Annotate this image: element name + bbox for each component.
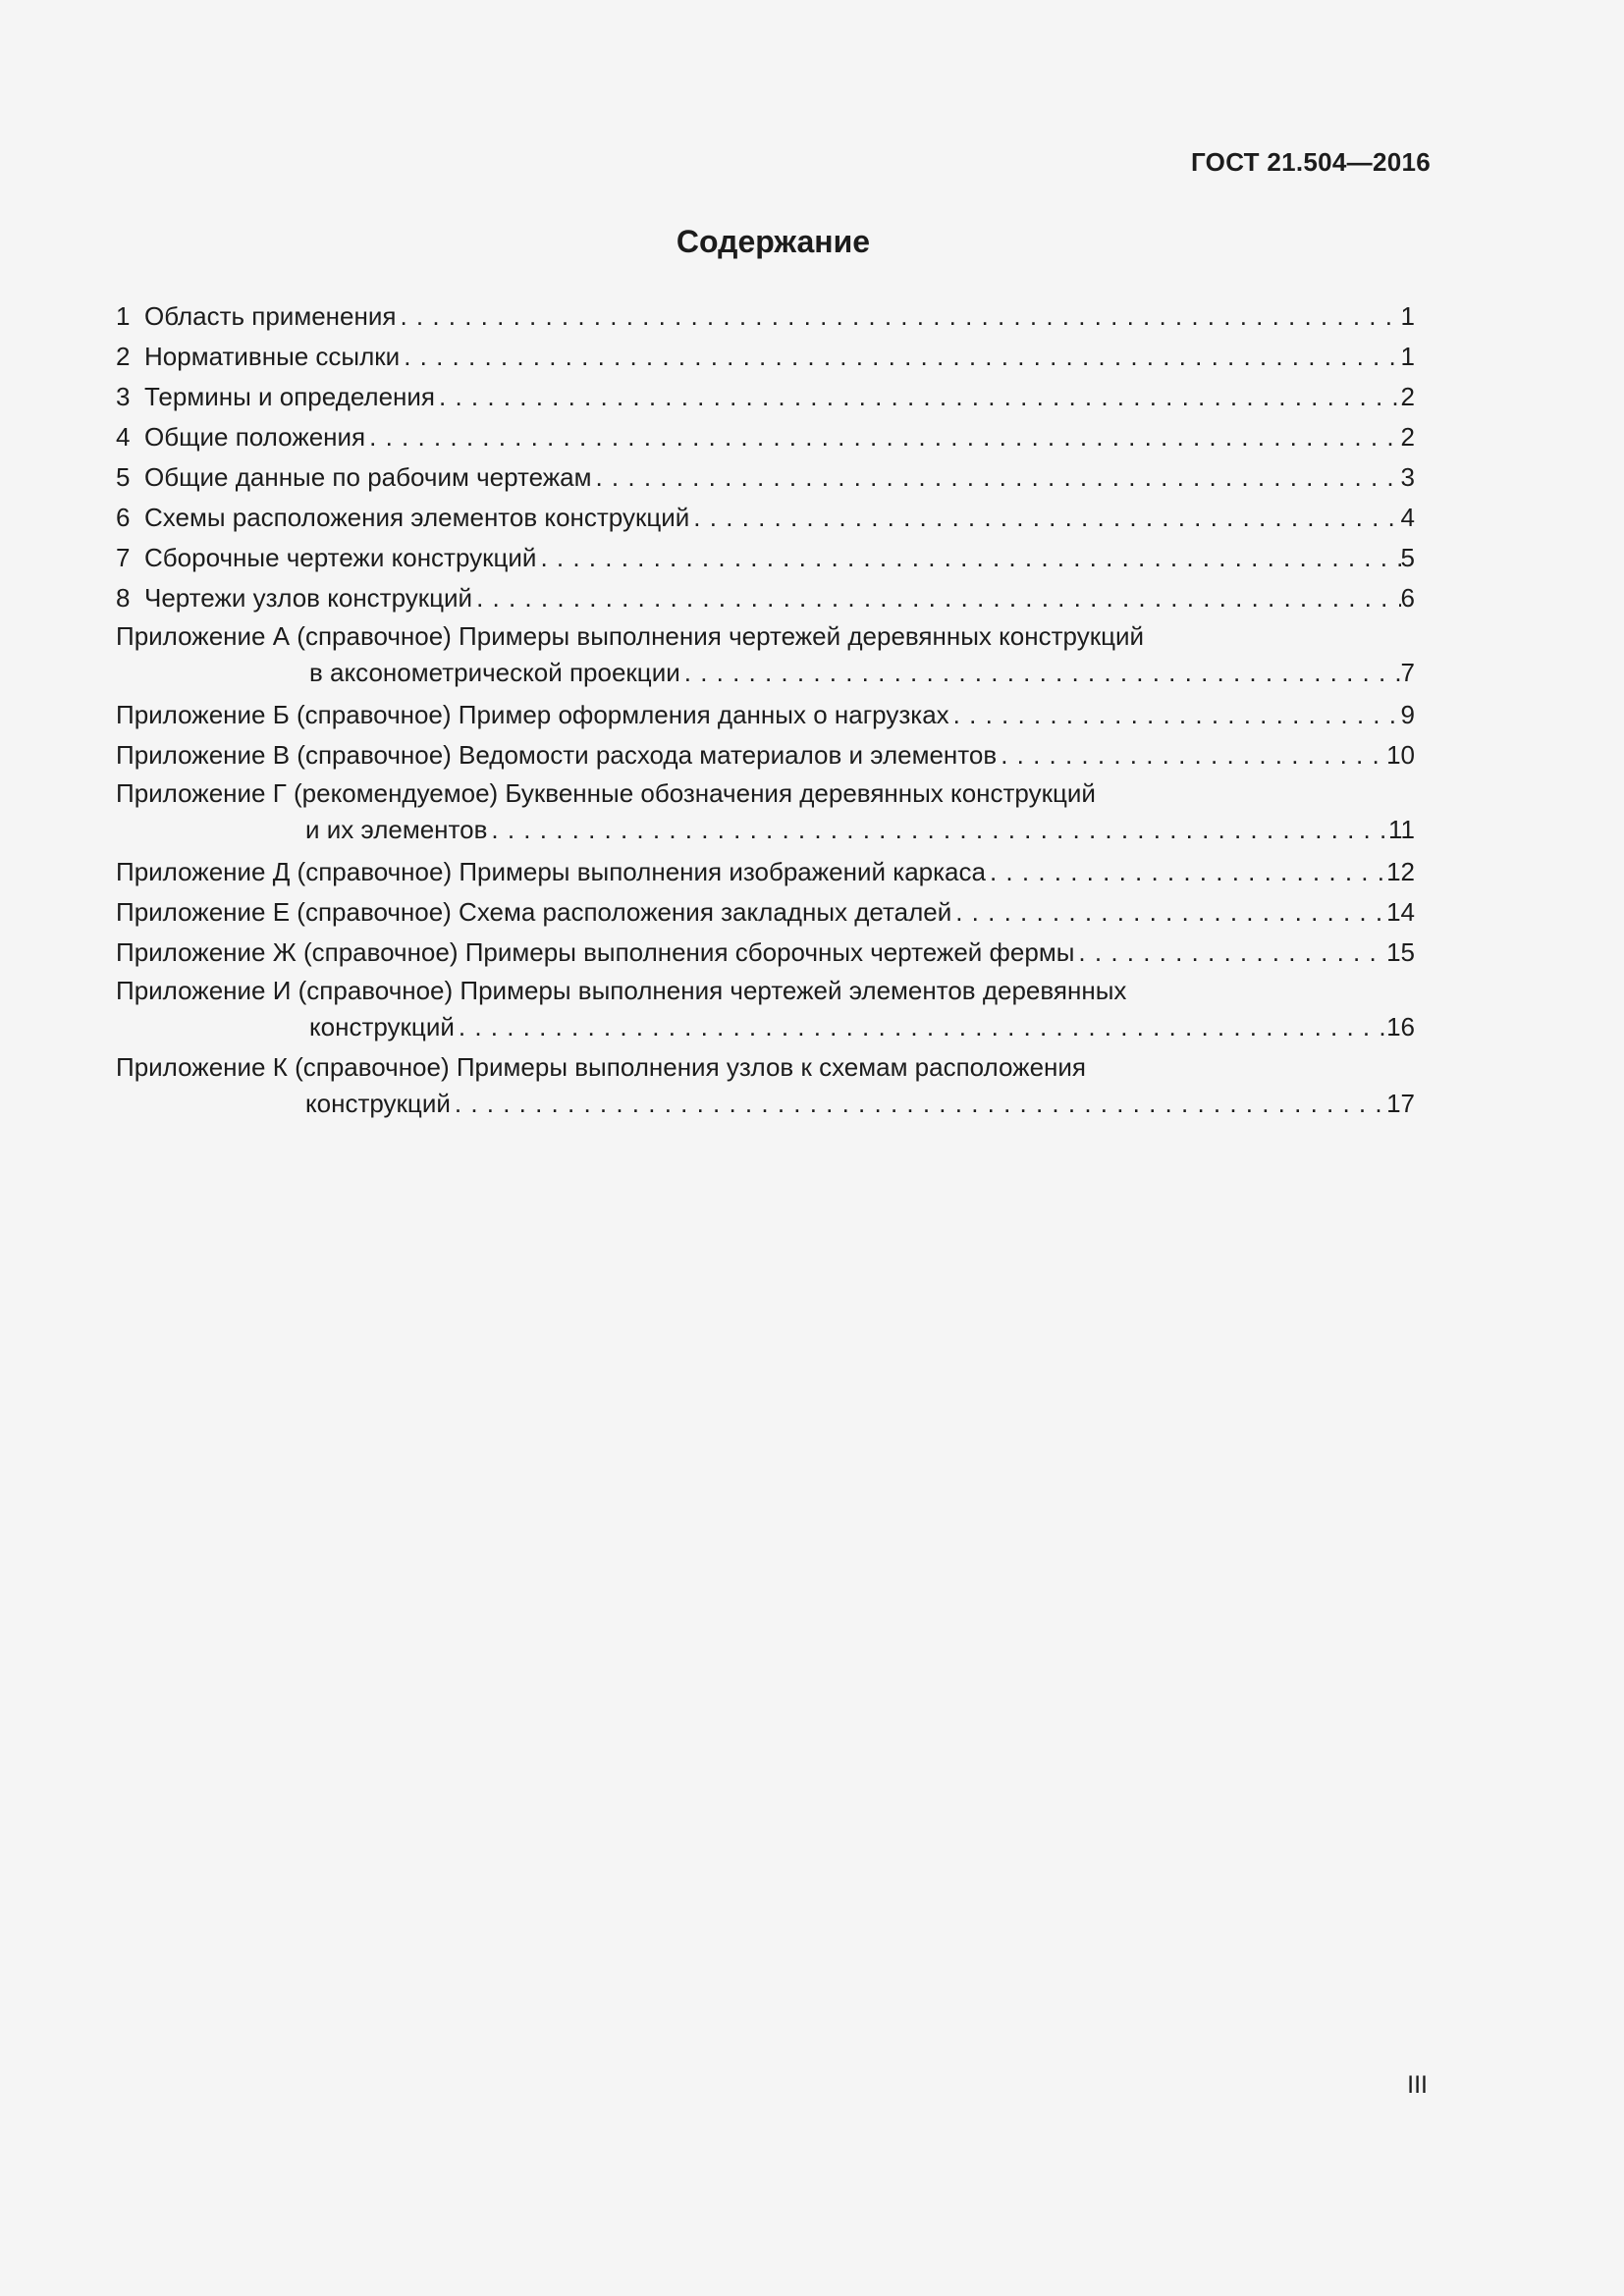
- toc-entry-title: Общие данные по рабочим чертежам: [144, 462, 592, 492]
- toc-appendix-g-line2[interactable]: [116, 812, 1415, 852]
- toc-leader-dots: [997, 735, 1386, 775]
- toc-appendix-zh[interactable]: [116, 933, 1415, 973]
- toc-entry-title: Чертежи узлов конструкций: [144, 583, 473, 613]
- toc-entry-5[interactable]: [116, 457, 1415, 498]
- toc-appendix-i-line2[interactable]: [116, 1009, 1415, 1049]
- toc-entry-4[interactable]: [116, 417, 1415, 457]
- toc-appendix-k-line1[interactable]: [116, 1049, 1415, 1086]
- toc-leader-dots: [451, 1086, 1386, 1122]
- toc-appendix-title: Приложение Ж (справочное) Примеры выполнения сборочных чертежей фермы: [116, 937, 1075, 967]
- toc-entry-title: Сборочные чертежи конструкций: [144, 543, 537, 572]
- toc-leader-dots: [536, 538, 1400, 578]
- toc-appendix-title: Приложение Б (справочное) Пример оформления данных о нагрузках: [116, 700, 949, 729]
- toc-leader-dots: [455, 1009, 1386, 1045]
- toc-appendix-i-line1[interactable]: [116, 973, 1415, 1009]
- toc-entry-page: 11: [1388, 815, 1415, 844]
- toc-appendix-title: Приложение В (справочное) Ведомости расхода материалов и элементов: [116, 740, 998, 770]
- toc-entry-number: 7: [116, 543, 131, 572]
- toc-appendix-title-cont: конструкций: [309, 1012, 455, 1041]
- toc-entry-number: 8: [116, 583, 131, 613]
- toc-entry-number: 5: [116, 462, 131, 492]
- toc-entry-page: 2: [1400, 422, 1415, 452]
- toc-appendix-a-line1[interactable]: [116, 618, 1415, 655]
- toc-entry-title: Общие положения: [144, 422, 366, 452]
- toc-entry-2[interactable]: [116, 337, 1415, 377]
- toc-entry-page: 2: [1400, 382, 1415, 411]
- toc-entry-page: 1: [1400, 301, 1415, 331]
- toc-entry-page: 17: [1386, 1089, 1415, 1118]
- toc-appendix-e[interactable]: [116, 892, 1415, 933]
- toc-entry-7[interactable]: [116, 538, 1415, 578]
- toc-entry-page: 1: [1400, 342, 1415, 371]
- toc-entry-number: 3: [116, 382, 131, 411]
- toc-appendix-title: Приложение А (справочное) Примеры выполнения чертежей деревянных конструкций: [116, 621, 1145, 651]
- toc-entry-3[interactable]: [116, 377, 1415, 417]
- toc-entry-page: 14: [1386, 897, 1415, 927]
- toc-appendix-title: Приложение Д (справочное) Примеры выполнения изображений каркаса: [116, 857, 986, 886]
- toc-appendix-g-line1[interactable]: [116, 775, 1415, 812]
- toc-entry-page: 6: [1400, 583, 1415, 613]
- toc-entry-number: 6: [116, 503, 131, 532]
- toc-appendix-title: Приложение К (справочное) Примеры выполнения узлов к схемам расположения: [116, 1052, 1086, 1082]
- toc-leader-dots: [365, 417, 1400, 457]
- toc-appendix-title-cont: конструкций: [305, 1089, 451, 1118]
- toc-leader-dots: [487, 812, 1388, 848]
- toc-entry-title: Область применения: [144, 301, 397, 331]
- toc-leader-dots: [435, 377, 1401, 417]
- toc-leader-dots: [949, 695, 1401, 735]
- toc-entry-8[interactable]: [116, 578, 1415, 618]
- toc-entry-title: Схемы расположения элементов конструкций: [144, 503, 690, 532]
- page-number: III: [1407, 2071, 1428, 2099]
- toc-entry-title: Нормативные ссылки: [144, 342, 401, 371]
- toc-entry-page: 12: [1386, 857, 1415, 886]
- toc-leader-dots: [591, 457, 1400, 498]
- toc-entry-page: 15: [1386, 937, 1415, 967]
- table-of-contents: [116, 296, 1415, 1122]
- toc-entry-page: 5: [1400, 543, 1415, 572]
- toc-leader-dots: [951, 892, 1386, 933]
- toc-appendix-title: Приложение Г (рекомендуемое) Буквенные обозначения деревянных конструкций: [116, 778, 1096, 808]
- toc-entry-1[interactable]: [116, 296, 1415, 337]
- toc-entry-page: 9: [1400, 700, 1415, 729]
- toc-entry-page: 16: [1386, 1012, 1415, 1041]
- toc-entry-page: 3: [1400, 462, 1415, 492]
- standard-code: ГОСТ 21.504—2016: [1190, 147, 1431, 177]
- toc-appendix-k-line2[interactable]: [116, 1086, 1415, 1122]
- toc-appendix-a-line2[interactable]: [116, 655, 1415, 695]
- toc-heading: Содержание: [676, 224, 871, 259]
- toc-appendix-d[interactable]: [116, 852, 1415, 892]
- toc-entry-page: 7: [1400, 658, 1415, 687]
- toc-entry-6[interactable]: [116, 498, 1415, 538]
- toc-leader-dots: [400, 337, 1400, 377]
- toc-appendix-b[interactable]: [116, 695, 1415, 735]
- toc-appendix-title-cont: в аксонометрической проекции: [309, 658, 680, 687]
- toc-entry-number: 4: [116, 422, 131, 452]
- toc-entry-title: Термины и определения: [144, 382, 436, 411]
- toc-leader-dots: [680, 655, 1401, 691]
- toc-entry-number: 2: [116, 342, 131, 371]
- toc-appendix-title: Приложение Е (справочное) Схема расположения закладных деталей: [116, 897, 952, 927]
- toc-leader-dots: [689, 498, 1400, 538]
- toc-appendix-title-cont: и их элементов: [305, 815, 488, 844]
- toc-leader-dots: [472, 578, 1400, 618]
- toc-appendix-title: Приложение И (справочное) Примеры выполнения чертежей элементов деревянных: [116, 976, 1127, 1005]
- toc-leader-dots: [986, 852, 1386, 892]
- toc-entry-page: 10: [1386, 740, 1415, 770]
- toc-leader-dots: [396, 296, 1400, 337]
- toc-entry-page: 4: [1400, 503, 1415, 532]
- toc-leader-dots: [1074, 933, 1386, 973]
- toc-appendix-v[interactable]: [116, 735, 1415, 775]
- toc-entry-number: 1: [116, 301, 131, 331]
